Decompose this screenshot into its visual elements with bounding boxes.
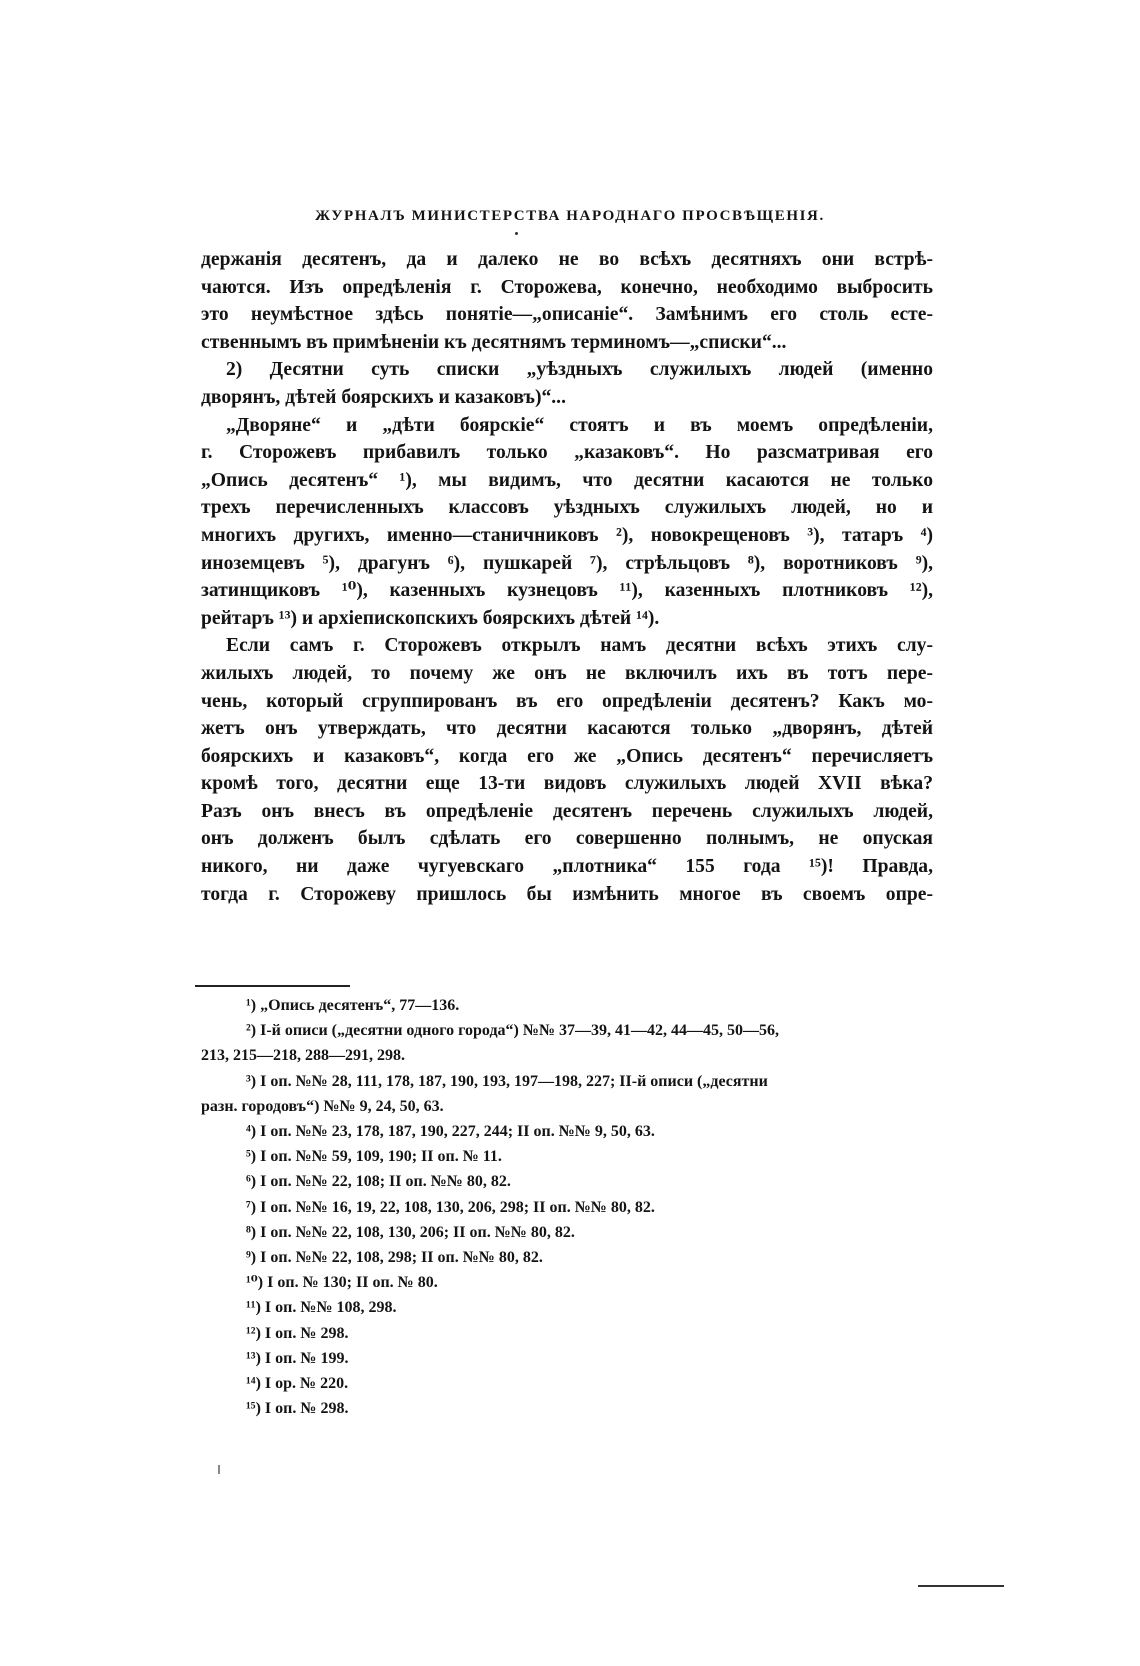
text-line: чаются. Изъ опредѣленія г. Сторожева, конечно, необходимо выбросить xyxy=(201,276,933,298)
text-line: жилыхъ людей, то почему же онъ не включилъ ихъ въ тотъ пере- xyxy=(201,662,933,684)
text-line: рейтаръ ¹³) и архіепископскихъ боярскихъ дѣтей ¹⁴). xyxy=(201,607,660,629)
footnote: ⁴) I оп. №№ 23, 178, 187, 190, 227, 244; II оп. №№ 9, 50, 63. xyxy=(246,1123,655,1141)
text-line: Если самъ г. Сторожевъ открылъ намъ десятни всѣхъ этихъ слу- xyxy=(226,635,933,657)
footnote: ¹⁴) I ор. № 220. xyxy=(246,1375,349,1393)
text-line: трехъ перечисленныхъ классовъ уѣздныхъ служилыхъ людей, но и xyxy=(201,497,933,519)
footnote: ⁷) I оп. №№ 16, 19, 22, 108, 130, 206, 298; II оп. №№ 80, 82. xyxy=(246,1198,655,1216)
footnote: ¹⁵) I оп. № 298. xyxy=(246,1400,349,1418)
text-line: держанія десятенъ, да и далеко не во всѣхъ десятняхъ они встрѣ- xyxy=(201,249,933,270)
main-text xyxy=(201,246,933,908)
text-line: онъ долженъ былъ сдѣлать его совершенно полнымъ, не опуская xyxy=(201,828,933,850)
text-line: иноземцевъ ⁵), драгунъ ⁶), пушкарей ⁷), стрѣльцовъ ⁸), воротниковъ ⁹), xyxy=(201,552,933,574)
text-line: затинщиковъ ¹⁰), казенныхъ кузнецовъ ¹¹), казенныхъ плотниковъ ¹²), xyxy=(201,580,933,602)
running-header: ЖУРНАЛЪ МИНИСТЕРСТВА НАРОДНАГО ПРОСВѢЩЕНІЯ. xyxy=(315,208,825,224)
footnote: ³) I оп. №№ 28, 111, 178, 187, 190, 193, 197—198, 227; II-й описи („десятни xyxy=(246,1072,768,1090)
ink-dot xyxy=(515,232,518,235)
text-line: чень, который сгруппированъ въ его опредѣленіи десятенъ? Какъ мо- xyxy=(201,690,933,712)
text-line: боярскихъ и казаковъ“, когда его же „Опись десятенъ“ перечисляетъ xyxy=(201,745,933,767)
text-line: никого, ни даже чугуевскаго „плотника“ 155 года ¹⁵)! Правда, xyxy=(201,856,933,878)
text-line: тогда г. Сторожеву пришлось бы измѣнить многое въ своемъ опре- xyxy=(201,883,933,905)
footnote-continuation: разн. городовъ“) №№ 9, 24, 50, 63. xyxy=(201,1097,444,1115)
footnote-continuation: 213, 215—218, 288—291, 298. xyxy=(201,1047,405,1065)
text-line: Разъ онъ внесъ въ опредѣленіе десятенъ перечень служилыхъ людей, xyxy=(201,800,933,822)
text-line: жетъ онъ утверждать, что десятни касаются только „дворянъ, дѣтей xyxy=(201,718,933,740)
footnote: ¹¹) I оп. №№ 108, 298. xyxy=(246,1299,397,1317)
text-line: кромѣ того, десятни еще 13-ти видовъ служилыхъ людей XVII вѣка? xyxy=(201,773,933,795)
scan-mark xyxy=(218,1465,220,1474)
footnote: ⁹) I оп. №№ 22, 108, 298; II оп. №№ 80, 82. xyxy=(246,1249,543,1267)
text-line: ственнымъ въ примѣненіи къ десятнямъ терминомъ—„списки“... xyxy=(201,331,787,353)
footnote: ⁸) I оп. №№ 22, 108, 130, 206; II оп. №№ 80, 82. xyxy=(246,1223,575,1241)
footnote: ⁵) I оп. №№ 59, 109, 190; II оп. № 11. xyxy=(246,1148,502,1166)
text-line: 2) Десятни суть списки „уѣздныхъ служилыхъ людей (именно xyxy=(226,359,933,381)
footnote: ¹) „Опись десятенъ“, 77—136. xyxy=(246,997,460,1014)
text-line: „Опись десятенъ“ ¹), мы видимъ, что десятни касаются не только xyxy=(201,469,933,491)
footnote: ¹²) I оп. № 298. xyxy=(246,1324,349,1342)
footnote: ¹⁰) I оп. № 130; II оп. № 80. xyxy=(246,1274,438,1292)
scan-edge-line xyxy=(918,1585,1004,1587)
text-line: дворянъ, дѣтей боярскихъ и казаковъ)“... xyxy=(201,386,566,408)
footnote: ²) I-й описи („десятни одного города“) №№ 37—39, 41—42, 44—45, 50—56, xyxy=(246,1022,780,1040)
text-line: это неумѣстное здѣсь понятіе—„описаніе“. Замѣнимъ его столь есте- xyxy=(201,304,933,326)
text-line: „Дворяне“ и „дѣти боярскіе“ стоятъ и въ моемъ опредѣленіи, xyxy=(226,414,933,436)
footnote: ⁶) I оп. №№ 22, 108; II оп. №№ 80, 82. xyxy=(246,1173,511,1191)
text-line: г. Сторожевъ прибавилъ только „казаковъ“. Но разсматривая его xyxy=(201,442,933,464)
text-line: многихъ другихъ, именно—станичниковъ ²), новокрещеновъ ³), татаръ ⁴) xyxy=(201,524,933,546)
footnote: ¹³) I оп. № 199. xyxy=(246,1349,349,1367)
footnote-rule xyxy=(195,985,350,987)
footnotes xyxy=(201,993,933,1421)
